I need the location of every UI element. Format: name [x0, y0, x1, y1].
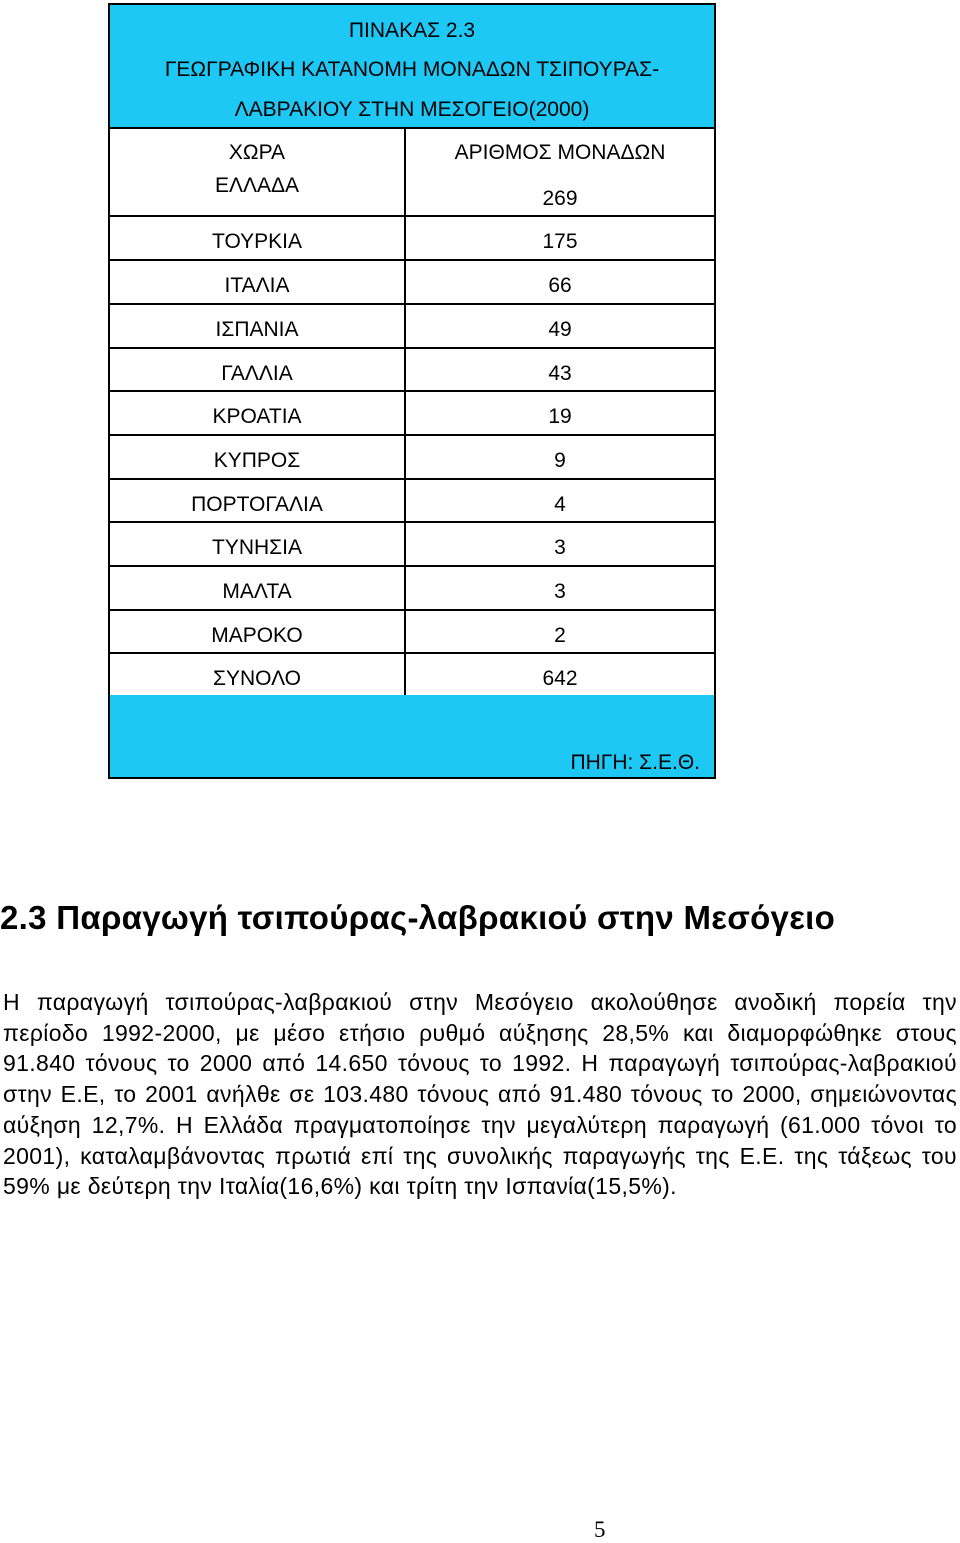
table-source-footer	[110, 695, 714, 777]
body-paragraph: Η παραγωγή τσιπούρας-λαβρακιού στην Μεσόγειο ακολούθησε ανοδική πορεία την περίοδο 1992-2000, με μέσο ετήσιο ρυθμό αύξησης 28,5% και διαμορφώθηκε στους 91.840 τόνους το 2000 από 14.650 τόνους το 1992. Η παραγωγή τσιπούρας-λαβρακιού στην Ε.Ε, το 2001 ανήλθε σε 103.480 τόνους από 91.480 τόνους το 2000, σημειώνοντας αύξηση 12,7%. Η Ελλάδα πραγματοποίησε την μεγαλύτερη παραγωγή (61.000 τόνοι το 2001), καταλαμβάνοντας πρωτιά επί της συνολικής παραγωγής της Ε.Ε. της τάξεως του 59% με δεύτερη την Ιταλία(16,6%) και τρίτη την Ισπανία(15,5%).	[3, 989, 957, 1200]
source-note: ΠΗΓΗ: Σ.Ε.Θ.	[570, 751, 700, 774]
country-cell: ΤΥΝΗΣΙΑ	[212, 536, 302, 559]
page-number: 5	[594, 1517, 606, 1542]
units-cell: 66	[548, 274, 572, 297]
table-header	[110, 5, 714, 129]
country-cell: ΜΑΡΟΚΟ	[211, 624, 303, 647]
table-row	[110, 523, 714, 567]
table-title-line1: ΓΕΩΓΡΑΦΙΚΗ ΚΑΤΑΝΟΜΗ ΜΟΝΑΔΩΝ ΤΣΙΠΟΥΡΑΣ-	[164, 58, 660, 81]
country-cell: ΙΤΑΛΙΑ	[224, 274, 290, 297]
table-row	[110, 392, 714, 436]
country-cell: ΙΣΠΑΝΙΑ	[215, 318, 299, 341]
table-row	[110, 611, 714, 654]
total-value-cell: 642	[542, 667, 578, 690]
table-title-line2: ΛΑΒΡΑΚΙΟΥ ΣΤΗΝ ΜΕΣΟΓΕΙΟ(2000)	[234, 98, 590, 121]
units-cell: 175	[542, 230, 578, 253]
units-cell: 4	[554, 493, 566, 516]
country-cell: ΜΑΛΤΑ	[222, 580, 292, 603]
data-table	[108, 3, 716, 779]
units-cell: 49	[548, 318, 572, 341]
country-cell: ΤΟΥΡΚΙΑ	[212, 230, 302, 253]
column-header-units: ΑΡΙΘΜΟΣ ΜΟΝΑΔΩΝ	[454, 141, 666, 164]
units-cell: 19	[548, 405, 572, 428]
table-row	[110, 567, 714, 611]
section-heading: 2.3 Παραγωγή τσιπούρας-λαβρακιού στην Μεσόγειο	[0, 899, 836, 936]
units-cell: 2	[554, 624, 566, 647]
table-row	[110, 480, 714, 523]
table-row	[110, 305, 714, 349]
country-cell: ΠΟΡΤΟΓΑΛΙΑ	[191, 493, 323, 516]
country-cell: ΕΛΛΑΔΑ	[214, 174, 300, 197]
table-row	[110, 217, 714, 261]
country-cell: ΚΥΠΡΟΣ	[213, 449, 301, 472]
units-cell: 9	[554, 449, 566, 472]
country-cell: ΓΑΛΛΙΑ	[221, 362, 293, 385]
table-row	[110, 436, 714, 480]
table-row	[110, 129, 714, 217]
units-cell: 269	[542, 187, 578, 210]
column-header-country: ΧΩΡΑ	[228, 141, 286, 164]
units-cell: 3	[554, 536, 566, 559]
table-label: ΠΙΝΑΚΑΣ 2.3	[348, 19, 476, 42]
table-row	[110, 349, 714, 392]
total-label-cell: ΣΥΝΟΛΟ	[212, 667, 302, 690]
table-row-total	[110, 654, 714, 697]
country-cell: ΚΡΟΑΤΙΑ	[212, 405, 302, 428]
units-cell: 3	[554, 580, 566, 603]
units-cell: 43	[548, 362, 572, 385]
table-row	[110, 261, 714, 305]
